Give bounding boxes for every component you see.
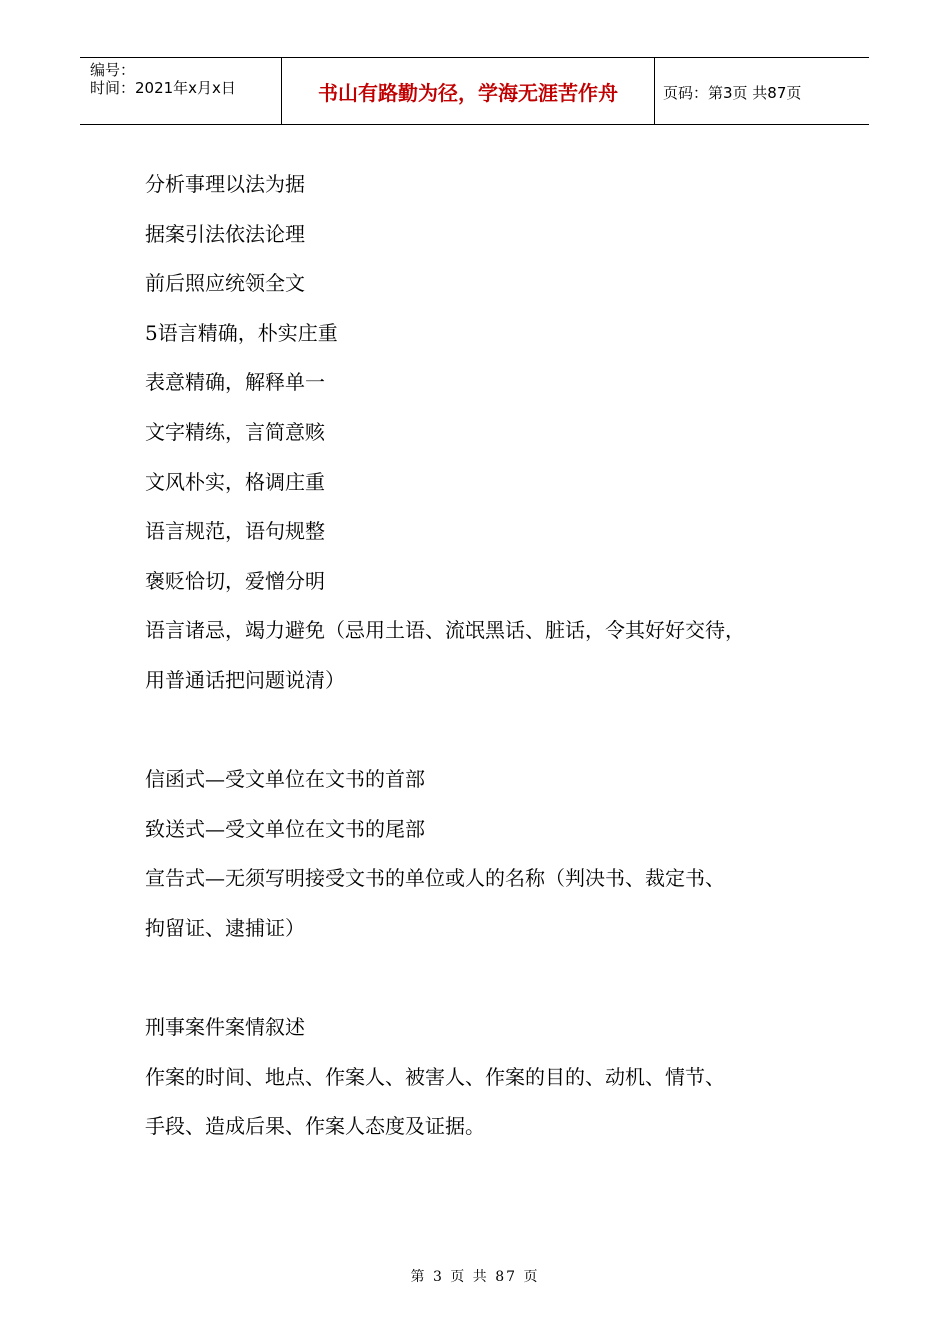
body-line: 前后照应统领全文 [145, 271, 305, 296]
body-line: 分析事理以法为据 [145, 172, 305, 196]
body-line: 手段、造成后果、作案人态度及证据。 [145, 1114, 485, 1139]
paragraph-gap [145, 954, 835, 1004]
body-line: 宣告式—无须写明接受文书的单位或人的名称（判决书、裁定书、 [145, 866, 725, 891]
header-meta [90, 61, 236, 97]
body-line: 致送式—受文单位在文书的尾部 [145, 816, 425, 841]
body-line: 用普通话把问题说清） [145, 667, 345, 692]
body-line: 刑事案件案情叙述 [145, 1015, 305, 1040]
page-footer: 第 3 页 共 87 页 [410, 1269, 540, 1285]
header-divider-right [654, 58, 655, 124]
paragraph-gap [145, 706, 835, 756]
body-line: 褒贬恰切，爱憎分明 [145, 568, 325, 593]
body-line: 文字精练，言简意赅 [145, 419, 325, 444]
body-line: 拘留证、逮捕证） [145, 915, 305, 940]
header-page-info: 页码：第3页 共87页 [663, 84, 802, 102]
body-line: 表意精确，解释单一 [145, 370, 325, 395]
document-number-label: 编号： [90, 61, 136, 79]
document-body [145, 160, 835, 1152]
document-time-label: 时间：2021年x月x日 [90, 79, 236, 97]
body-line: 语言规范，语句规整 [145, 519, 325, 544]
body-line: 作案的时间、地点、作案人、被害人、作案的目的、动机、情节、 [145, 1064, 725, 1089]
header-motto: 书山有路勤为径，学海无涯苦作舟 [318, 81, 618, 105]
body-line: 文风朴实，格调庄重 [145, 469, 325, 494]
body-line: 5语言精确，朴实庄重 [145, 320, 338, 345]
document-header [80, 57, 869, 125]
body-line: 据案引法依法论理 [145, 221, 305, 246]
body-line: 语言诸忌，竭力避免（忌用土语、流氓黑话、脏话，令其好好交待， [145, 618, 745, 643]
body-line: 信函式—受文单位在文书的首部 [145, 767, 425, 792]
